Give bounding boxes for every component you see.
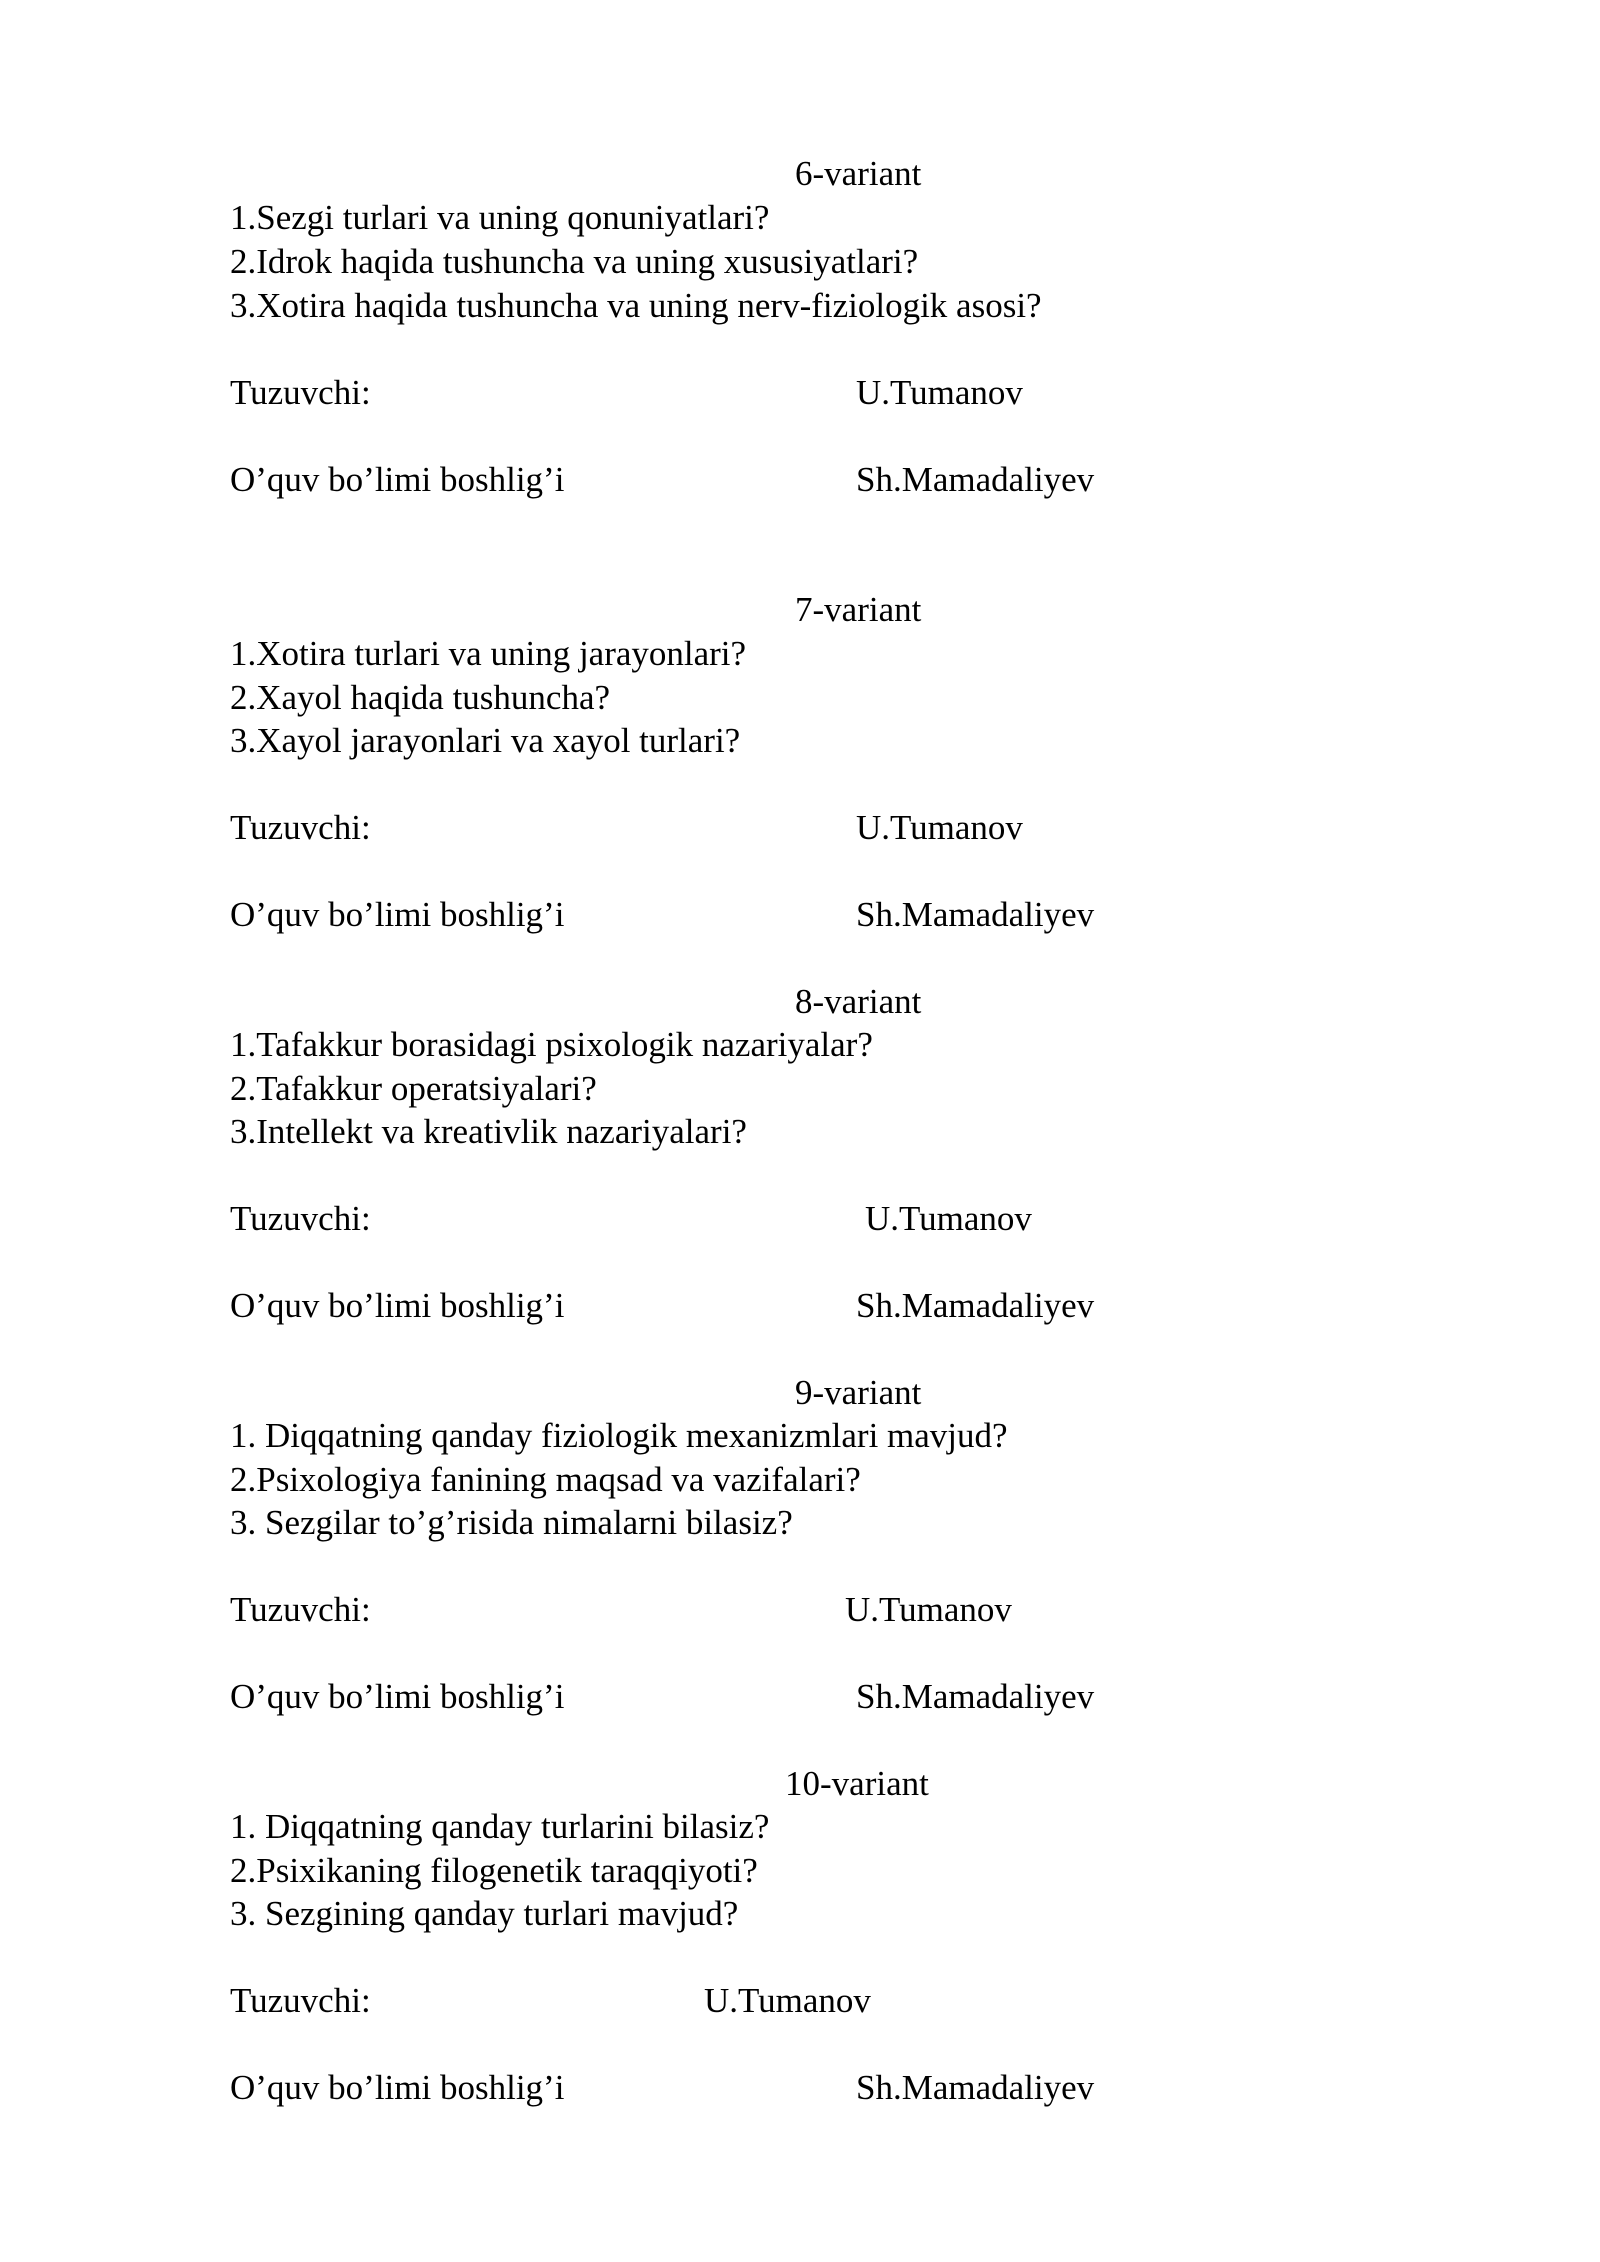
compiler-name: U.Tumanov bbox=[865, 1199, 1032, 1238]
compiler-name: U.Tumanov bbox=[856, 808, 1023, 847]
question: 2.Xayol haqida tushuncha? bbox=[230, 678, 611, 717]
head-name: Sh.Mamadaliyev bbox=[856, 1286, 1095, 1325]
question: 3.Xotira haqida tushuncha va uning nerv-fiziologik asosi? bbox=[230, 286, 1042, 325]
question: 1. Diqqatning qanday fiziologik mexanizmlari mavjud? bbox=[230, 1416, 1008, 1455]
head-label: O’quv bo’limi boshlig’i bbox=[230, 1286, 565, 1325]
question: 3. Sezgining qanday turlari mavjud? bbox=[230, 1894, 739, 1933]
question: 2.Psixologiya fanining maqsad va vazifalari? bbox=[230, 1460, 861, 1499]
question: 1.Xotira turlari va uning jarayonlari? bbox=[230, 634, 747, 673]
variant-title: 10-variant bbox=[785, 1764, 929, 1803]
question: 1. Diqqatning qanday turlarini bilasiz? bbox=[230, 1807, 770, 1846]
head-label: O’quv bo’limi boshlig’i bbox=[230, 895, 565, 934]
head-name: Sh.Mamadaliyev bbox=[856, 895, 1095, 934]
head-label: O’quv bo’limi boshlig’i bbox=[230, 2068, 565, 2107]
compiler-label: Tuzuvchi: bbox=[230, 1199, 371, 1238]
variant-title: 9-variant bbox=[795, 1373, 922, 1412]
head-name: Sh.Mamadaliyev bbox=[856, 460, 1095, 499]
compiler-label: Tuzuvchi: bbox=[230, 1981, 371, 2020]
question: 2.Psixikaning filogenetik taraqqiyoti? bbox=[230, 1851, 758, 1890]
variant-title: 7-variant bbox=[795, 590, 922, 629]
head-label: O’quv bo’limi boshlig’i bbox=[230, 460, 565, 499]
question: 3. Sezgilar to’g’risida nimalarni bilasiz? bbox=[230, 1503, 793, 1542]
compiler-name: U.Tumanov bbox=[856, 373, 1023, 412]
question: 1.Tafakkur borasidagi psixologik nazariyalar? bbox=[230, 1025, 873, 1064]
question: 1.Sezgi turlari va uning qonuniyatlari? bbox=[230, 198, 770, 237]
variant-title: 8-variant bbox=[795, 982, 922, 1021]
head-label: O’quv bo’limi boshlig’i bbox=[230, 1677, 565, 1716]
head-name: Sh.Mamadaliyev bbox=[856, 2068, 1095, 2107]
variant-title: 6-variant bbox=[795, 154, 922, 193]
compiler-label: Tuzuvchi: bbox=[230, 1590, 371, 1629]
compiler-label: Tuzuvchi: bbox=[230, 373, 371, 412]
head-name: Sh.Mamadaliyev bbox=[856, 1677, 1095, 1716]
compiler-name: U.Tumanov bbox=[704, 1981, 871, 2020]
question: 3.Intellekt va kreativlik nazariyalari? bbox=[230, 1112, 747, 1151]
question: 3.Xayol jarayonlari va xayol turlari? bbox=[230, 721, 741, 760]
compiler-name: U.Tumanov bbox=[845, 1590, 1012, 1629]
question: 2.Idrok haqida tushuncha va uning xususiyatlari? bbox=[230, 242, 919, 281]
compiler-label: Tuzuvchi: bbox=[230, 808, 371, 847]
question: 2.Tafakkur operatsiyalari? bbox=[230, 1069, 597, 1108]
